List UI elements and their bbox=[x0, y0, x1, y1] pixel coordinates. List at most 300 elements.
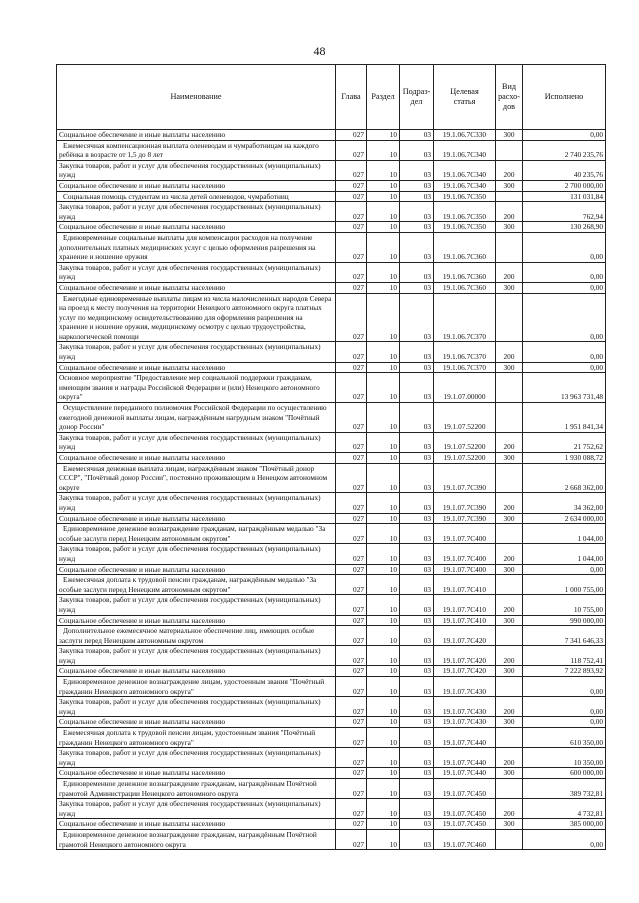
row-glava: 027 bbox=[336, 342, 367, 362]
table-row bbox=[57, 293, 606, 342]
row-amount: 7 222 893,92 bbox=[523, 666, 606, 677]
row-razdel: 10 bbox=[367, 432, 400, 452]
row-name: Социальное обеспечение и иные выплаты населению bbox=[57, 666, 336, 677]
row-glava: 027 bbox=[336, 202, 367, 222]
row-razdel: 10 bbox=[367, 595, 400, 615]
row-statya: 19.1.07.7С420 bbox=[434, 646, 496, 666]
row-vid: 300 bbox=[496, 717, 523, 728]
row-name: Социальное обеспечение и иные выплаты населению bbox=[57, 362, 336, 373]
row-vid: 200 bbox=[496, 342, 523, 362]
page-number: 48 bbox=[313, 44, 326, 58]
table-row bbox=[57, 160, 606, 180]
row-glava: 027 bbox=[336, 564, 367, 575]
row-statya: 19.1.06.7С340 bbox=[434, 180, 496, 191]
row-razdel: 10 bbox=[367, 615, 400, 626]
table-row bbox=[57, 342, 606, 362]
row-statya: 19.1.07.52200 bbox=[434, 403, 496, 433]
row-razdel: 10 bbox=[367, 677, 400, 697]
row-podrazdel: 03 bbox=[400, 595, 434, 615]
row-amount: 0,00 bbox=[523, 130, 606, 141]
row-podrazdel: 03 bbox=[400, 819, 434, 830]
row-razdel: 10 bbox=[367, 626, 400, 646]
header-statya: Целевая статья bbox=[434, 65, 496, 130]
row-amount: 40 235,76 bbox=[523, 160, 606, 180]
table-row bbox=[57, 819, 606, 830]
row-podrazdel: 03 bbox=[400, 799, 434, 819]
row-glava: 027 bbox=[336, 262, 367, 282]
row-razdel: 10 bbox=[367, 564, 400, 575]
table-row bbox=[57, 728, 606, 748]
row-razdel: 10 bbox=[367, 646, 400, 666]
row-razdel: 10 bbox=[367, 282, 400, 293]
row-razdel: 10 bbox=[367, 544, 400, 564]
row-podrazdel: 03 bbox=[400, 728, 434, 748]
row-razdel: 10 bbox=[367, 140, 400, 160]
table-row bbox=[57, 717, 606, 728]
row-glava: 027 bbox=[336, 403, 367, 433]
row-glava: 027 bbox=[336, 615, 367, 626]
row-vid: 300 bbox=[496, 362, 523, 373]
row-vid: 200 bbox=[496, 646, 523, 666]
row-razdel: 10 bbox=[367, 403, 400, 433]
table-row bbox=[57, 282, 606, 293]
row-razdel: 10 bbox=[367, 748, 400, 768]
row-razdel: 10 bbox=[367, 819, 400, 830]
row-vid: 200 bbox=[496, 202, 523, 222]
row-name: Социальное обеспечение и иные выплаты населению bbox=[57, 564, 336, 575]
header-vid: Вид расхо- дов bbox=[496, 65, 523, 130]
row-razdel: 10 bbox=[367, 191, 400, 202]
row-vid bbox=[496, 677, 523, 697]
table-row bbox=[57, 615, 606, 626]
row-amount: 2 634 000,00 bbox=[523, 513, 606, 524]
row-glava: 027 bbox=[336, 646, 367, 666]
row-glava: 027 bbox=[336, 717, 367, 728]
row-podrazdel: 03 bbox=[400, 779, 434, 799]
row-razdel: 10 bbox=[367, 799, 400, 819]
row-name: Закупка товаров, работ и услуг для обеспечения государственных (муниципальных) нужд bbox=[57, 493, 336, 513]
row-name: Ежемесячная доплата к трудовой пенсии гражданам, награждённым медалью "За особые заслуги перед Ненецким автономным округом" bbox=[57, 575, 336, 595]
row-name: Социальное обеспечение и иные выплаты населению bbox=[57, 130, 336, 141]
row-statya: 19.1.07.52200 bbox=[434, 432, 496, 452]
row-glava: 027 bbox=[336, 829, 367, 849]
table-body bbox=[57, 130, 606, 850]
row-statya: 19.1.07.7С430 bbox=[434, 717, 496, 728]
table-row bbox=[57, 130, 606, 141]
row-razdel: 10 bbox=[367, 513, 400, 524]
row-vid: 300 bbox=[496, 513, 523, 524]
row-name: Ежегодные единовременные выплаты лицам из числа малочисленных народов Севера на проезд к месту получения на территории Ненецкого автономного округа платных услуг по медицинскому освидетельствованию для оформления разрешения на хранение и ношение оружия, медицинскому осмотру с целью трудоустройства, наркологической помощи bbox=[57, 293, 336, 342]
row-podrazdel: 03 bbox=[400, 666, 434, 677]
row-statya: 19.1.07.7С410 bbox=[434, 575, 496, 595]
row-glava: 027 bbox=[336, 697, 367, 717]
row-statya: 19.1.07.7С400 bbox=[434, 524, 496, 544]
row-glava: 027 bbox=[336, 222, 367, 233]
row-vid bbox=[496, 626, 523, 646]
row-name: Закупка товаров, работ и услуг для обеспечения государственных (муниципальных) нужд bbox=[57, 342, 336, 362]
row-razdel: 10 bbox=[367, 293, 400, 342]
row-statya: 19.1.06.7С360 bbox=[434, 282, 496, 293]
row-vid: 300 bbox=[496, 819, 523, 830]
row-name: Закупка товаров, работ и услуг для обеспечения государственных (муниципальных) нужд bbox=[57, 544, 336, 564]
row-vid: 300 bbox=[496, 282, 523, 293]
row-amount: 4 732,81 bbox=[523, 799, 606, 819]
row-amount: 2 740 235,76 bbox=[523, 140, 606, 160]
row-vid bbox=[496, 293, 523, 342]
table-row bbox=[57, 677, 606, 697]
row-name: Социальное обеспечение и иные выплаты населению bbox=[57, 768, 336, 779]
row-statya: 19.1.07.7С430 bbox=[434, 677, 496, 697]
header-glava: Глава bbox=[336, 65, 367, 130]
row-amount: 990 000,00 bbox=[523, 615, 606, 626]
row-amount: 385 000,00 bbox=[523, 819, 606, 830]
row-statya: 19.1.07.7С400 bbox=[434, 564, 496, 575]
table-row bbox=[57, 403, 606, 433]
row-glava: 027 bbox=[336, 748, 367, 768]
table-row bbox=[57, 799, 606, 819]
row-amount: 10 350,00 bbox=[523, 748, 606, 768]
row-glava: 027 bbox=[336, 544, 367, 564]
table-row bbox=[57, 544, 606, 564]
row-amount: 0,00 bbox=[523, 717, 606, 728]
row-vid: 300 bbox=[496, 453, 523, 464]
row-podrazdel: 03 bbox=[400, 222, 434, 233]
row-amount: 1 044,00 bbox=[523, 544, 606, 564]
row-razdel: 10 bbox=[367, 829, 400, 849]
row-statya: 19.1.07.7С440 bbox=[434, 728, 496, 748]
row-vid bbox=[496, 575, 523, 595]
row-glava: 027 bbox=[336, 160, 367, 180]
row-podrazdel: 03 bbox=[400, 513, 434, 524]
row-razdel: 10 bbox=[367, 728, 400, 748]
table-row bbox=[57, 463, 606, 493]
table-row bbox=[57, 524, 606, 544]
table-row bbox=[57, 697, 606, 717]
row-podrazdel: 03 bbox=[400, 564, 434, 575]
row-name: Социальная помощь студентам из числа детей оленеводов, чумработниц bbox=[57, 191, 336, 202]
row-amount: 610 350,00 bbox=[523, 728, 606, 748]
row-amount: 0,00 bbox=[523, 362, 606, 373]
row-vid: 200 bbox=[496, 697, 523, 717]
row-statya: 19.1.06.7С350 bbox=[434, 222, 496, 233]
row-statya: 19.1.07.7С450 bbox=[434, 779, 496, 799]
row-amount: 1 930 088,72 bbox=[523, 453, 606, 464]
row-razdel: 10 bbox=[367, 222, 400, 233]
row-amount: 0,00 bbox=[523, 293, 606, 342]
row-razdel: 10 bbox=[367, 697, 400, 717]
row-name: Социальное обеспечение и иные выплаты населению bbox=[57, 180, 336, 191]
row-statya: 19.1.07.7С390 bbox=[434, 463, 496, 493]
row-glava: 027 bbox=[336, 373, 367, 403]
row-name: Социальное обеспечение и иные выплаты населению bbox=[57, 819, 336, 830]
row-podrazdel: 03 bbox=[400, 677, 434, 697]
table-row bbox=[57, 626, 606, 646]
row-name: Единовременное денежное вознаграждение гражданам, награждённым Почётной грамотой Ненецкого автономного округа bbox=[57, 829, 336, 849]
row-vid: 300 bbox=[496, 564, 523, 575]
row-amount: 13 963 731,48 bbox=[523, 373, 606, 403]
row-statya: 19.1.07.7С410 bbox=[434, 615, 496, 626]
row-glava: 027 bbox=[336, 595, 367, 615]
row-glava: 027 bbox=[336, 232, 367, 262]
row-vid: 200 bbox=[496, 493, 523, 513]
header-podrazdel: Подраз- дел bbox=[400, 65, 434, 130]
row-glava: 027 bbox=[336, 524, 367, 544]
row-podrazdel: 03 bbox=[400, 463, 434, 493]
row-statya: 19.1.07.7С390 bbox=[434, 493, 496, 513]
row-amount: 0,00 bbox=[523, 232, 606, 262]
row-razdel: 10 bbox=[367, 232, 400, 262]
row-podrazdel: 03 bbox=[400, 202, 434, 222]
row-vid bbox=[496, 524, 523, 544]
row-statya: 19.1.07.7С440 bbox=[434, 768, 496, 779]
table-row bbox=[57, 768, 606, 779]
row-vid bbox=[496, 232, 523, 262]
row-statya: 19.1.06.7С360 bbox=[434, 262, 496, 282]
header-amount: Исполнено bbox=[523, 65, 606, 130]
row-statya: 19.1.07.7С450 bbox=[434, 819, 496, 830]
row-vid: 300 bbox=[496, 130, 523, 141]
row-amount: 2 668 362,00 bbox=[523, 463, 606, 493]
row-name: Закупка товаров, работ и услуг для обеспечения государственных (муниципальных) нужд bbox=[57, 646, 336, 666]
row-name: Социальное обеспечение и иные выплаты населению bbox=[57, 513, 336, 524]
row-podrazdel: 03 bbox=[400, 432, 434, 452]
budget-execution-table bbox=[56, 64, 606, 850]
table-row bbox=[57, 666, 606, 677]
row-amount: 10 755,00 bbox=[523, 595, 606, 615]
row-podrazdel: 03 bbox=[400, 748, 434, 768]
row-amount: 0,00 bbox=[523, 697, 606, 717]
row-amount: 0,00 bbox=[523, 342, 606, 362]
row-amount: 118 752,41 bbox=[523, 646, 606, 666]
row-vid: 300 bbox=[496, 180, 523, 191]
row-razdel: 10 bbox=[367, 262, 400, 282]
row-statya: 19.1.07.7С440 bbox=[434, 748, 496, 768]
row-name: Социальное обеспечение и иные выплаты населению bbox=[57, 282, 336, 293]
table-row bbox=[57, 493, 606, 513]
row-name: Ежемесячная компенсационная выплата оленеводам и чумработницам на каждого ребёнка в возрасте от 1,5 до 8 лет bbox=[57, 140, 336, 160]
row-statya: 19.1.06.7С350 bbox=[434, 202, 496, 222]
row-name: Ежемесячная доплата к трудовой пенсии лицам, удостоенным звания "Почётный гражданин Ненецкого автономного округа" bbox=[57, 728, 336, 748]
table-row bbox=[57, 779, 606, 799]
row-amount: 0,00 bbox=[523, 262, 606, 282]
row-podrazdel: 03 bbox=[400, 293, 434, 342]
row-podrazdel: 03 bbox=[400, 575, 434, 595]
row-glava: 027 bbox=[336, 626, 367, 646]
row-glava: 027 bbox=[336, 493, 367, 513]
header-name: Наименование bbox=[57, 65, 336, 130]
row-name: Единовременное денежное вознаграждение гражданам, награждённым медалью "За особые заслуги перед Ненецким автономным округом" bbox=[57, 524, 336, 544]
row-name: Закупка товаров, работ и услуг для обеспечения государственных (муниципальных) нужд bbox=[57, 748, 336, 768]
row-name: Ежемесячная денежная выплата лицам, награждённым знаком "Почётный донор СССР", "Почётный донор России", постоянно проживающим в Ненецком автономном округе bbox=[57, 463, 336, 493]
row-glava: 027 bbox=[336, 362, 367, 373]
row-glava: 027 bbox=[336, 282, 367, 293]
row-vid bbox=[496, 829, 523, 849]
row-vid bbox=[496, 373, 523, 403]
row-razdel: 10 bbox=[367, 160, 400, 180]
table-row bbox=[57, 140, 606, 160]
row-name: Социальное обеспечение и иные выплаты населению bbox=[57, 717, 336, 728]
row-name: Закупка товаров, работ и услуг для обеспечения государственных (муниципальных) нужд bbox=[57, 160, 336, 180]
row-name: Закупка товаров, работ и услуг для обеспечения государственных (муниципальных) нужд bbox=[57, 432, 336, 452]
row-podrazdel: 03 bbox=[400, 282, 434, 293]
row-statya: 19.1.06.7С360 bbox=[434, 232, 496, 262]
row-name: Единовременное денежное вознаграждение лицам, удостоенным звания "Почётный гражданин Ненецкого автономного округа" bbox=[57, 677, 336, 697]
row-statya: 19.1.07.7С410 bbox=[434, 595, 496, 615]
table-row bbox=[57, 575, 606, 595]
row-podrazdel: 03 bbox=[400, 180, 434, 191]
row-amount: 600 000,00 bbox=[523, 768, 606, 779]
row-amount: 0,00 bbox=[523, 282, 606, 293]
row-razdel: 10 bbox=[367, 666, 400, 677]
row-vid: 200 bbox=[496, 544, 523, 564]
row-vid: 200 bbox=[496, 262, 523, 282]
header-razdel: Раздел bbox=[367, 65, 400, 130]
row-statya: 19.1.06.7С370 bbox=[434, 342, 496, 362]
table-row bbox=[57, 513, 606, 524]
row-razdel: 10 bbox=[367, 575, 400, 595]
row-podrazdel: 03 bbox=[400, 524, 434, 544]
row-statya: 19.1.07.52200 bbox=[434, 453, 496, 464]
row-podrazdel: 03 bbox=[400, 403, 434, 433]
row-statya: 19.1.06.7С370 bbox=[434, 293, 496, 342]
row-statya: 19.1.06.7С330 bbox=[434, 130, 496, 141]
row-razdel: 10 bbox=[367, 493, 400, 513]
table-row bbox=[57, 595, 606, 615]
table-row bbox=[57, 564, 606, 575]
row-amount: 0,00 bbox=[523, 677, 606, 697]
row-razdel: 10 bbox=[367, 453, 400, 464]
row-podrazdel: 03 bbox=[400, 544, 434, 564]
row-podrazdel: 03 bbox=[400, 646, 434, 666]
row-glava: 027 bbox=[336, 432, 367, 452]
row-amount: 7 341 646,33 bbox=[523, 626, 606, 646]
row-glava: 027 bbox=[336, 191, 367, 202]
row-amount: 34 362,00 bbox=[523, 493, 606, 513]
row-razdel: 10 bbox=[367, 373, 400, 403]
row-podrazdel: 03 bbox=[400, 768, 434, 779]
row-razdel: 10 bbox=[367, 524, 400, 544]
row-glava: 027 bbox=[336, 140, 367, 160]
table-row bbox=[57, 222, 606, 233]
row-name: Осуществление переданного полномочия Российской Федерации по осуществлению ежегодной денежной выплаты лицам, награждённым нагрудным знаком "Почётный донор России" bbox=[57, 403, 336, 433]
row-glava: 027 bbox=[336, 180, 367, 191]
row-name: Единовременные социальные выплаты для компенсации расходов на получение дополнительных платных медицинских услуг с целью оформления разрешения на хранение и ношение оружия bbox=[57, 232, 336, 262]
row-vid: 200 bbox=[496, 432, 523, 452]
row-vid: 300 bbox=[496, 768, 523, 779]
row-name: Дополнительное ежемесячное материальное обеспечение лиц, имеющих особые заслуги перед Ненецким автономным округом bbox=[57, 626, 336, 646]
table-row bbox=[57, 453, 606, 464]
row-name: Единовременное денежное вознаграждение гражданам, награждённым Почётной грамотой Администрации Ненецкого автономного округа bbox=[57, 779, 336, 799]
row-vid bbox=[496, 779, 523, 799]
row-statya: 19.1.07.7С420 bbox=[434, 666, 496, 677]
row-amount: 1 951 841,34 bbox=[523, 403, 606, 433]
row-razdel: 10 bbox=[367, 130, 400, 141]
table-row bbox=[57, 829, 606, 849]
row-vid: 300 bbox=[496, 222, 523, 233]
row-glava: 027 bbox=[336, 130, 367, 141]
row-podrazdel: 03 bbox=[400, 373, 434, 403]
row-vid bbox=[496, 463, 523, 493]
row-name: Закупка товаров, работ и услуг для обеспечения государственных (муниципальных) нужд bbox=[57, 697, 336, 717]
row-podrazdel: 03 bbox=[400, 191, 434, 202]
row-name: Закупка товаров, работ и услуг для обеспечения государственных (муниципальных) нужд bbox=[57, 595, 336, 615]
row-razdel: 10 bbox=[367, 180, 400, 191]
row-vid: 200 bbox=[496, 799, 523, 819]
row-podrazdel: 03 bbox=[400, 829, 434, 849]
row-glava: 027 bbox=[336, 293, 367, 342]
table-row bbox=[57, 232, 606, 262]
table-row bbox=[57, 646, 606, 666]
table-header-row bbox=[57, 65, 606, 130]
row-podrazdel: 03 bbox=[400, 232, 434, 262]
row-glava: 027 bbox=[336, 728, 367, 748]
table-row bbox=[57, 180, 606, 191]
row-statya: 19.1.07.7С460 bbox=[434, 829, 496, 849]
row-amount: 1 044,00 bbox=[523, 524, 606, 544]
row-podrazdel: 03 bbox=[400, 453, 434, 464]
row-podrazdel: 03 bbox=[400, 697, 434, 717]
row-statya: 19.1.06.7С340 bbox=[434, 140, 496, 160]
row-vid bbox=[496, 191, 523, 202]
row-statya: 19.1.07.00000 bbox=[434, 373, 496, 403]
row-razdel: 10 bbox=[367, 717, 400, 728]
row-vid: 200 bbox=[496, 595, 523, 615]
row-podrazdel: 03 bbox=[400, 717, 434, 728]
row-razdel: 10 bbox=[367, 362, 400, 373]
table-row bbox=[57, 432, 606, 452]
table-row bbox=[57, 191, 606, 202]
row-razdel: 10 bbox=[367, 463, 400, 493]
row-amount: 21 752,62 bbox=[523, 432, 606, 452]
row-vid: 300 bbox=[496, 615, 523, 626]
row-vid: 300 bbox=[496, 666, 523, 677]
table-row bbox=[57, 373, 606, 403]
row-amount: 2 700 000,00 bbox=[523, 180, 606, 191]
row-glava: 027 bbox=[336, 779, 367, 799]
row-amount: 0,00 bbox=[523, 829, 606, 849]
table-row bbox=[57, 748, 606, 768]
row-glava: 027 bbox=[336, 666, 367, 677]
row-glava: 027 bbox=[336, 799, 367, 819]
row-vid bbox=[496, 140, 523, 160]
row-vid: 200 bbox=[496, 160, 523, 180]
table-row bbox=[57, 202, 606, 222]
row-statya: 19.1.07.7С450 bbox=[434, 799, 496, 819]
row-razdel: 10 bbox=[367, 779, 400, 799]
row-name: Основное мероприятие "Предоставление мер социальной поддержки гражданам, имеющим звания и награды Российской Федерации и (или) Ненецкого автономного округа" bbox=[57, 373, 336, 403]
row-glava: 027 bbox=[336, 463, 367, 493]
table-row bbox=[57, 362, 606, 373]
row-statya: 19.1.07.7С420 bbox=[434, 626, 496, 646]
row-statya: 19.1.06.7С340 bbox=[434, 160, 496, 180]
row-name: Закупка товаров, работ и услуг для обеспечения государственных (муниципальных) нужд bbox=[57, 202, 336, 222]
row-razdel: 10 bbox=[367, 342, 400, 362]
row-statya: 19.1.07.7С390 bbox=[434, 513, 496, 524]
row-podrazdel: 03 bbox=[400, 262, 434, 282]
row-vid bbox=[496, 728, 523, 748]
row-amount: 1 000 755,00 bbox=[523, 575, 606, 595]
row-podrazdel: 03 bbox=[400, 626, 434, 646]
row-podrazdel: 03 bbox=[400, 160, 434, 180]
row-glava: 027 bbox=[336, 453, 367, 464]
row-podrazdel: 03 bbox=[400, 362, 434, 373]
row-podrazdel: 03 bbox=[400, 493, 434, 513]
row-vid bbox=[496, 403, 523, 433]
row-name: Закупка товаров, работ и услуг для обеспечения государственных (муниципальных) нужд bbox=[57, 799, 336, 819]
row-statya: 19.1.06.7С370 bbox=[434, 362, 496, 373]
row-statya: 19.1.07.7С400 bbox=[434, 544, 496, 564]
row-amount: 762,94 bbox=[523, 202, 606, 222]
